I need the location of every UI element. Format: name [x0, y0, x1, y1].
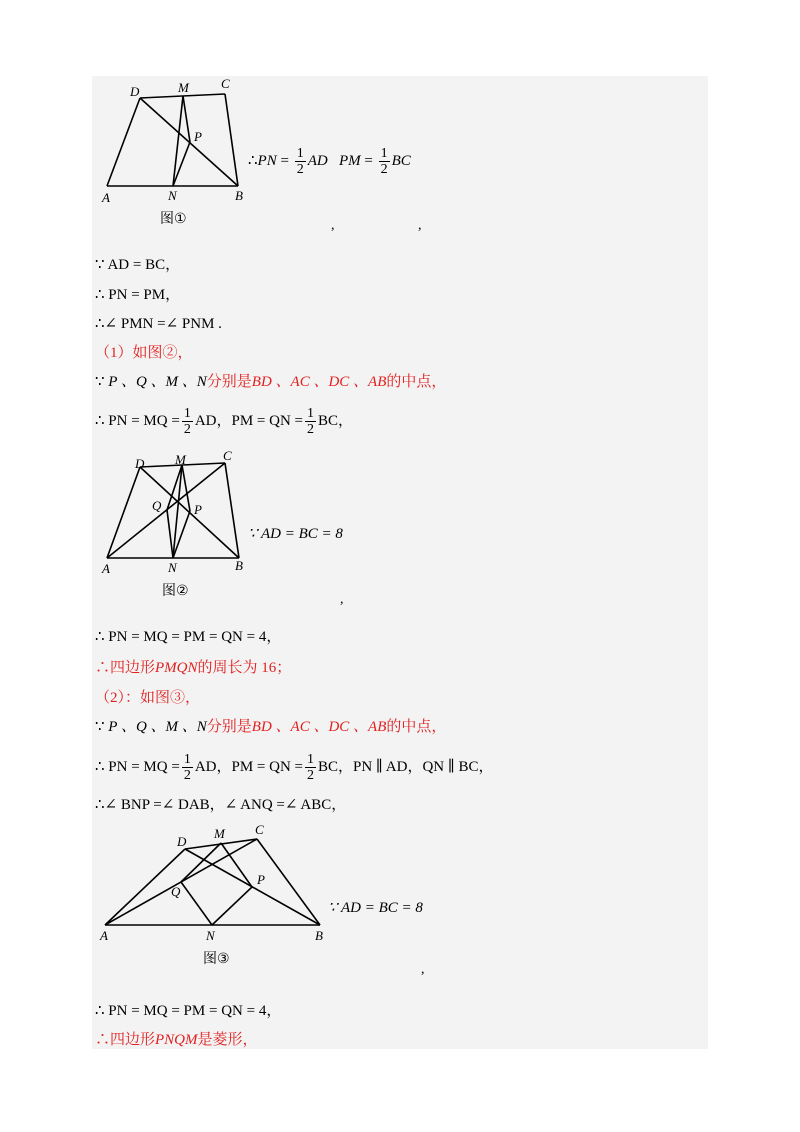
fig2-label-N: N — [168, 560, 177, 575]
fig2-label-A: A — [102, 561, 110, 576]
figure-2-caption: 图② — [162, 583, 189, 599]
fig2-label-M: M — [175, 452, 186, 467]
fig2-label-P: P — [194, 502, 202, 517]
fig2-label-D: D — [135, 456, 145, 471]
fig1-label-C: C — [221, 76, 230, 91]
stray-comma: , — [331, 218, 335, 233]
line-equal-sides-1: ∴ PN = MQ = PM = QN = 4， — [95, 629, 282, 645]
figure-3-caption: 图③ — [203, 951, 230, 967]
fig1-label-B: B — [235, 188, 243, 203]
fig3-label-C: C — [255, 822, 264, 837]
stray-comma: , — [340, 592, 344, 607]
line-angle-pmn: ∴∠ PMN =∠ PNM . — [95, 316, 222, 332]
stray-comma: , — [421, 962, 425, 977]
fig3-label-A: A — [100, 928, 108, 943]
fraction-half: $\frac{1}{2}$ — [380, 146, 388, 177]
fig2-label-C: C — [223, 448, 232, 463]
line-half-lengths-2: ∴ PN = MQ = $\frac{1}{2}$ AD，PM = QN = $\frac{1}{2}$ BC，PN ∥ AD，QN ∥ BC， — [95, 752, 494, 783]
fig3-label-M: M — [214, 826, 225, 841]
part-1-heading: （1）如图②， — [95, 345, 193, 361]
part-2-heading: （2）：如图③， — [95, 690, 201, 706]
line-midpoints-1: ∵ P 、Q 、M 、N分别是BD 、AC 、DC 、AB的中点， — [95, 374, 447, 390]
fig2-side-equation: ∵ AD = BC = 8 — [248, 526, 343, 542]
line-midpoints-2: ∵ P 、Q 、M 、N分别是BD 、AC 、DC 、AB的中点， — [95, 719, 447, 735]
fraction-half: $\frac{1}{2}$ — [296, 146, 304, 177]
fig3-label-D: D — [177, 834, 187, 849]
fig3-label-P: P — [257, 872, 265, 887]
fraction-half: $\frac{1}{2}$ — [307, 406, 314, 437]
line-pn-eq-pm: ∴ PN = PM， — [95, 287, 181, 303]
fig1-side-equation: ∴PN = $\frac{1}{2}$ AD PM = $\frac{1}{2}$ BC — [248, 146, 411, 177]
fraction-half: $\frac{1}{2}$ — [183, 406, 191, 437]
fraction-half: $\frac{1}{2}$ — [307, 752, 314, 783]
fig1-label-P: P — [194, 129, 202, 144]
line-angles: ∴∠ BNP =∠ DAB，∠ ANQ =∠ ABC， — [95, 797, 347, 813]
fig1-label-A: A — [102, 190, 110, 205]
figure-1-diagram — [95, 76, 255, 208]
fig3-side-equation: ∵ AD = BC = 8 — [328, 900, 423, 916]
line-perimeter: ∴四边形PMQN的周长为 16； — [95, 660, 292, 676]
line-rhombus: ∴四边形PNQM是菱形， — [95, 1032, 258, 1048]
fig2-label-Q: Q — [152, 498, 162, 513]
figure-2-diagram — [95, 448, 255, 580]
fig3-label-N: N — [206, 928, 215, 943]
fig1-label-N: N — [168, 188, 177, 203]
fig3-label-B: B — [315, 928, 323, 943]
fig1-label-M: M — [178, 80, 189, 95]
fig2-label-B: B — [235, 558, 243, 573]
stray-comma: , — [418, 218, 422, 233]
line-ad-eq-bc: ∵ AD = BC， — [95, 257, 181, 273]
fig1-label-D: D — [130, 84, 140, 99]
figure-1-caption: 图① — [160, 211, 187, 227]
fraction-half: $\frac{1}{2}$ — [183, 752, 191, 783]
fig3-label-Q: Q — [171, 884, 181, 899]
line-equal-sides-2: ∴ PN = MQ = PM = QN = 4， — [95, 1003, 282, 1019]
line-half-lengths-1: ∴ PN = MQ = $\frac{1}{2}$ AD，PM = QN = $\frac{1}{2}$ BC， — [95, 406, 354, 437]
figure-3-diagram — [95, 818, 335, 943]
